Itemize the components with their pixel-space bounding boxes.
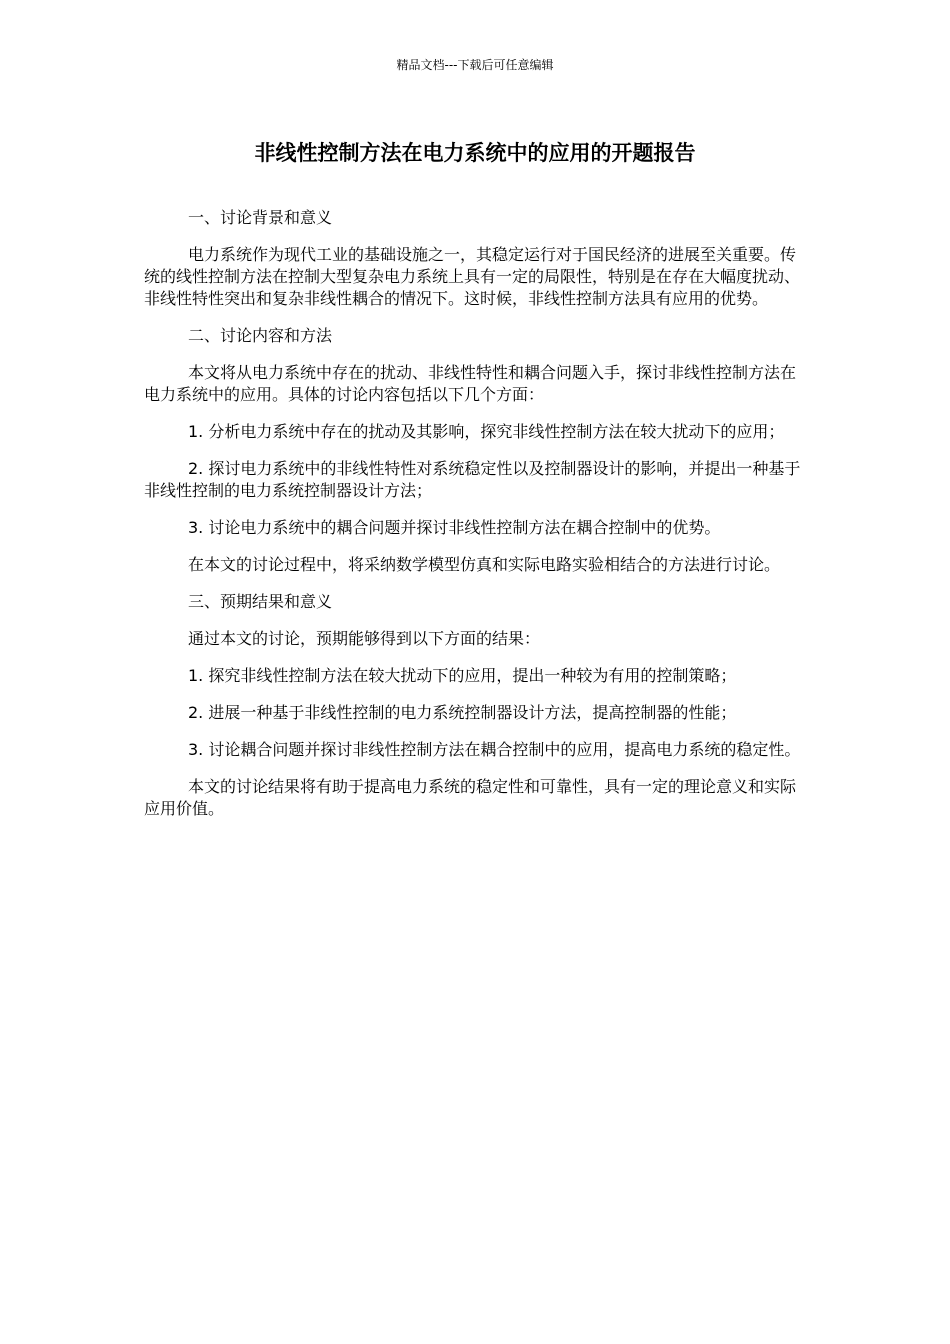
document-body bbox=[144, 207, 806, 835]
paragraph-conclusion: 本文的讨论结果将有助于提高电力系统的稳定性和可靠性，具有一定的理论意义和实际应用价值。 bbox=[144, 777, 797, 818]
paragraph-content-intro: 本文将从电力系统中存在的扰动、非线性特性和耦合问题入手，探讨非线性控制方法在电力系统中的应用。具体的讨论内容包括以下几个方面： bbox=[144, 363, 797, 404]
list-item-result-3: 3. 讨论耦合问题并探讨非线性控制方法在耦合控制中的应用，提高电力系统的稳定性。 bbox=[188, 740, 801, 759]
section-heading-content-method: 二、讨论内容和方法 bbox=[188, 326, 333, 345]
document-title: 非线性控制方法在电力系统中的应用的开题报告 bbox=[254, 141, 696, 165]
paragraph-background: 电力系统作为现代工业的基础设施之一，其稳定运行对于国民经济的进展至关重要。传统的线性控制方法在控制大型复杂电力系统上具有一定的局限性，特别是在存在大幅度扰动、非线性特性突出和复杂非线性耦合的情况下。这时候，非线性控制方法具有应用的优势。 bbox=[144, 245, 801, 308]
list-item-content-1: 1. 分析电力系统中存在的扰动及其影响，探究非线性控制方法在较大扰动下的应用； bbox=[188, 422, 785, 441]
paragraph-method: 在本文的讨论过程中，将采纳数学模型仿真和实际电路实验相结合的方法进行讨论。 bbox=[188, 555, 781, 574]
paragraph-results-intro: 通过本文的讨论，预期能够得到以下方面的结果： bbox=[188, 629, 541, 648]
header-note: 精品文档---下载后可任意编辑 bbox=[396, 58, 554, 72]
section-heading-background: 一、讨论背景和意义 bbox=[188, 208, 333, 227]
list-item-result-1: 1. 探究非线性控制方法在较大扰动下的应用，提出一种较为有用的控制策略； bbox=[188, 666, 737, 685]
list-item-content-2: 2. 探讨电力系统中的非线性特性对系统稳定性以及控制器设计的影响，并提出一种基于非线性控制的电力系统控制器设计方法； bbox=[144, 459, 801, 500]
list-item-content-3: 3. 讨论电力系统中的耦合问题并探讨非线性控制方法在耦合控制中的优势。 bbox=[188, 518, 721, 537]
section-heading-expected-results: 三、预期结果和意义 bbox=[188, 592, 333, 611]
list-item-result-2: 2. 进展一种基于非线性控制的电力系统控制器设计方法，提高控制器的性能； bbox=[188, 703, 737, 722]
